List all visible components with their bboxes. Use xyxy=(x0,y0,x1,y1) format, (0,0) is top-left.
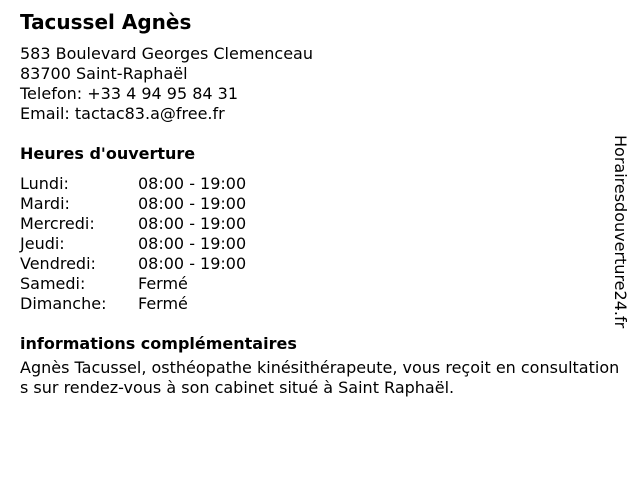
hours-day: Mardi: xyxy=(20,194,70,213)
hours-day: Vendredi: xyxy=(20,254,96,273)
hours-row xyxy=(20,174,620,194)
hours-day: Mercredi: xyxy=(20,214,95,233)
hours-time: Fermé xyxy=(138,294,188,313)
hours-row xyxy=(20,214,620,234)
hours-time: Fermé xyxy=(138,274,188,293)
content-block xyxy=(20,10,620,398)
address-street: 583 Boulevard Georges Clemenceau xyxy=(20,44,313,63)
hours-day: Dimanche: xyxy=(20,294,107,313)
site-watermark: Horairesdouverture24.fr xyxy=(611,135,630,329)
hours-time: 08:00 - 19:00 xyxy=(138,194,247,213)
hours-time: 08:00 - 19:00 xyxy=(138,174,247,193)
contact-block xyxy=(20,44,620,124)
hours-row xyxy=(20,234,620,254)
hours-heading: Heures d'ouverture xyxy=(20,144,196,163)
email-address: Email: tactac83.a@free.fr xyxy=(20,104,225,123)
hours-row xyxy=(20,294,620,314)
address-city: 83700 Saint-Raphaël xyxy=(20,64,188,83)
hours-time: 08:00 - 19:00 xyxy=(138,214,247,233)
hours-day: Samedi: xyxy=(20,274,86,293)
hours-row xyxy=(20,274,620,294)
hours-day: Jeudi: xyxy=(20,234,65,253)
phone-number: Telefon: +33 4 94 95 84 31 xyxy=(20,84,239,103)
business-name: Tacussel Agnès xyxy=(20,10,192,34)
info-heading: informations complémentaires xyxy=(20,334,297,353)
hours-time: 08:00 - 19:00 xyxy=(138,254,247,273)
hours-row xyxy=(20,254,620,274)
hours-day: Lundi: xyxy=(20,174,69,193)
info-text: Agnès Tacussel, osthéopathe kinésithérapeute, vous reçoit en consultations sur rendez-vous à son cabinet situé à Saint Raphaël. xyxy=(20,358,620,397)
hours-row xyxy=(20,194,620,214)
hours-time: 08:00 - 19:00 xyxy=(138,234,247,253)
hours-table xyxy=(20,174,620,314)
